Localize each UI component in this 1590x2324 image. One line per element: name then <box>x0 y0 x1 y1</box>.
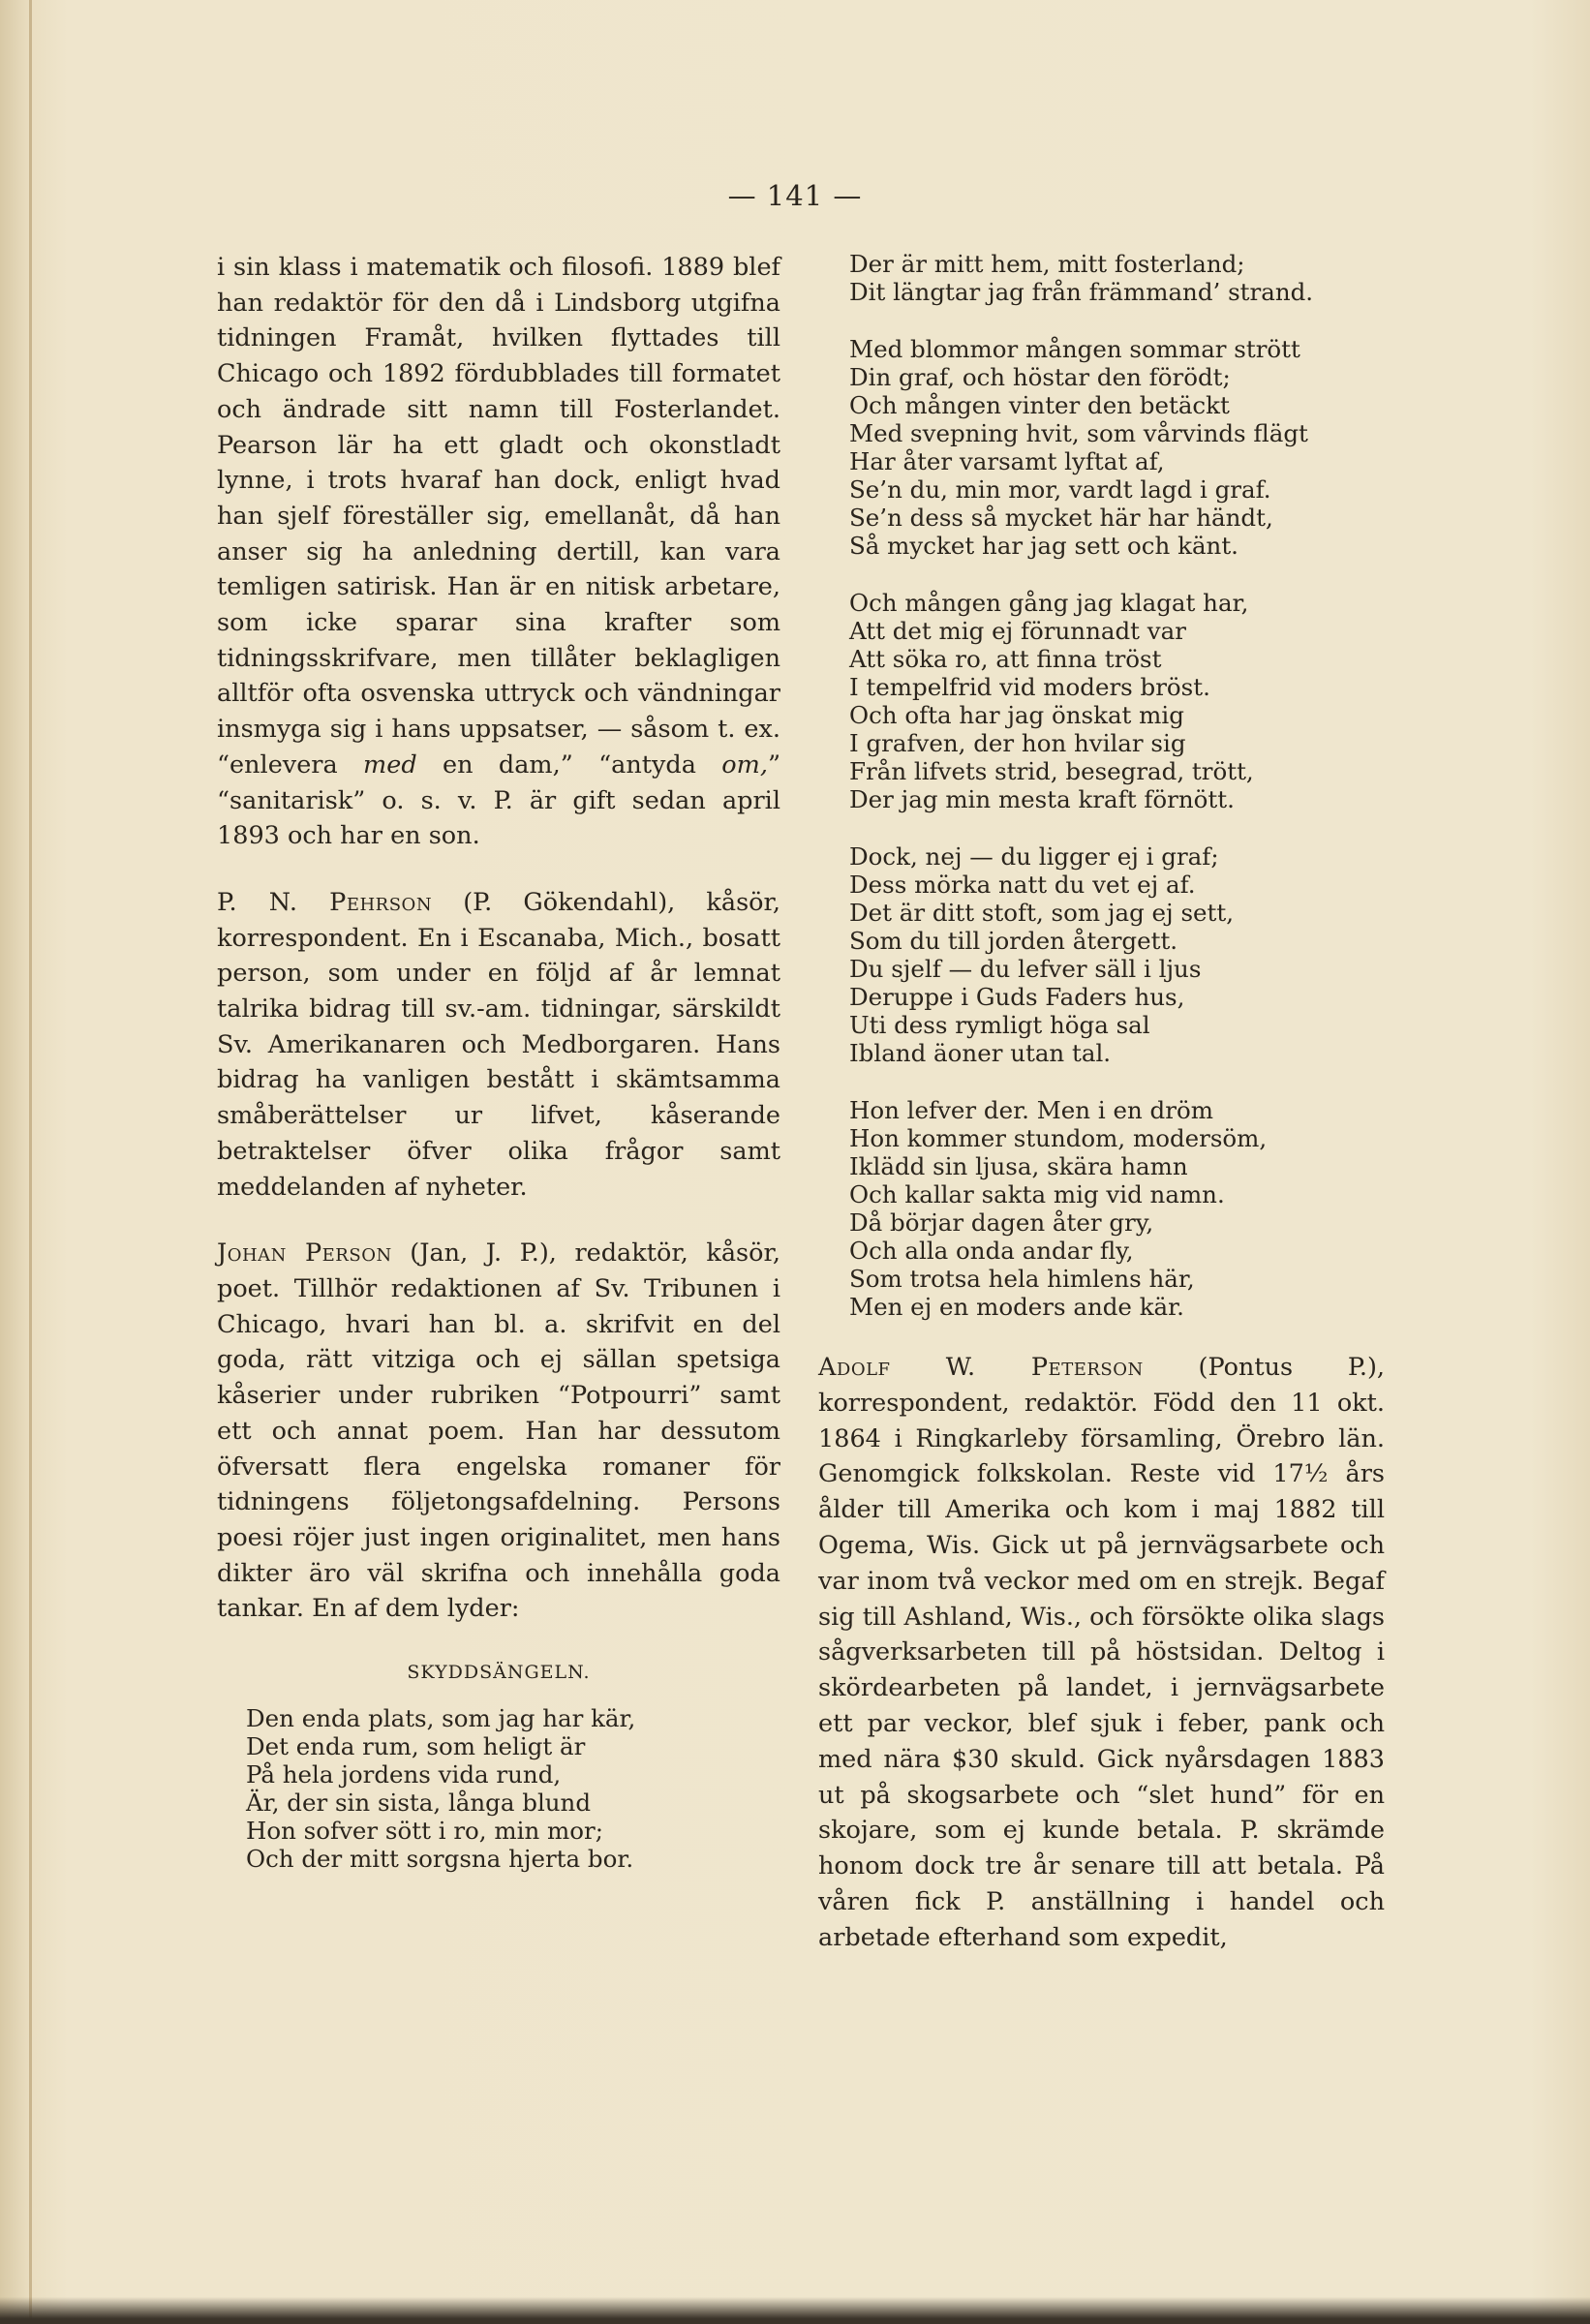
entry-person <box>217 1236 780 1627</box>
italic-word: om, <box>721 749 768 780</box>
text-run: en dam,” “antyda <box>416 749 722 780</box>
scan-bottom-edge <box>0 2297 1590 2324</box>
text-run: ” “sanitarisk” o. s. v. P. är gift sedan april 1893 och har en son. <box>217 749 780 851</box>
text-run: i sin klass i matematik och filosofi. 1889 blef han redaktör för den då i Lindsborg utgifna tidningen Framåt, hvilken flyttades till Chicago och 1892 fördubblades till formatet och ändrade sitt namn till Fosterlandet. Pearson lär ha ett gladt och okonstladt lynne, i trots hvaraf han dock, enligt hvad han sjelf föreställer sig, emellanåt, då han anser sig ha anledning dertill, kan vara temligen satirisk. Han är en nitisk arbetare, som icke sparar sina krafter som tidningsskrifvare, men tillåter beklagligen alltför ofta osvenska uttryck och vändningar insmyga sig i hans uppsatser, — såsom t. ex. “enlevera <box>217 253 780 780</box>
poem-stanza: Der är mitt hem, mitt fosterland; Dit längtar jag från främmand’ strand. <box>849 250 1314 306</box>
entry-peterson <box>818 1350 1385 1956</box>
paragraph-pearson-continued <box>217 250 780 854</box>
right-column <box>818 250 1385 1987</box>
binding-edge <box>29 0 32 2324</box>
entry-text: (Pontus P.), korrespondent, redaktör. Född den 11 okt. 1864 i Ringkarleby församling, Örebro län. Genomgick folkskolan. Reste vid 17½ års ålder till Amerika och kom i maj 1882 till Ogema, Wis. Gick ut på jernvägsarbete och var inom två veckor med om en strejk. Begaf sig till Ashland, Wis., och försökte olika slags sågverksarbeten till på höstsidan. Deltog i skördearbeten på landet, i jernvägsarbete ett par veckor, blef sjuk i feber, pank och med nära $30 skuld. Gick nyårsdagen 1883 ut på skogsarbete och “slet hund” för en skojare, som ej kunde betala. P. skrämde honom dock tre år senare till att betala. På våren fick P. anställning i handel och arbetade efterhand som expedit, <box>818 1353 1386 1952</box>
left-column <box>217 250 780 1902</box>
poem-stanza: Med blommor mången sommar strött Din graf, och höstar den förödt; Och mången vinter den betäckt Med svepning hvit, som vårvinds flägt Har åter varsamt lyftat af, Se’n du, min mor, vardt lagd i graf. Se’n dess så mycket här har händt, Så mycket har jag sett och känt. <box>849 335 1308 560</box>
poem-stanza: Hon lefver der. Men i en dröm Hon kommer stundom, modersöm, Iklädd sin ljusa, skära hamn Och kallar sakta mig vid namn. Då börjar dagen åter gry, Och alla onda andar fly, Som trotsa hela himlens här, Men ej en moders ande kär. <box>849 1096 1268 1321</box>
poem-stanza: Och mången gång jag klagat har, Att det mig ej förunnadt var Att söka ro, att finna tröst I tempelfrid vid moders bröst. Och ofta har jag önskat mig I grafven, der hon hvilar sig Från lifvets strid, besegrad, trött, Der jag min mesta kraft förnött. <box>849 589 1254 813</box>
entry-pehrson <box>217 885 780 1205</box>
poem-stanza: Den enda plats, som jag har kär, Det enda rum, som heligt är På hela jordens vida rund, Är, der sin sista, långa blund Hon sofver sött i ro, min mor; Och der mitt sorgsna hjerta bor. <box>246 1704 636 1874</box>
entry-name: Johan Person <box>217 1238 392 1269</box>
poem-title: SKYDDSÄNGELN. <box>407 1662 591 1684</box>
entry-text: (P. Gökendahl), kåsör, korrespondent. En i Escanaba, Mich., bosatt person, som under en följd af år lemnat talrika bidrag till sv.-am. tidningar, särskildt Sv. Amerikanaren och Medborgaren. Hans bidrag ha vanligen bestått i skämtsamma småberättelser ur lifvet, kåserande betraktelser öfver olika frågor samt meddelanden af nyheter. <box>217 887 781 1202</box>
poem-stanza: Dock, nej — du ligger ej i graf; Dess mörka natt du vet ej af. Det är ditt stoft, som jag ej sett, Som du till jorden återgett. Du sjelf — du lefver säll i ljus Deruppe i Guds Faders hus, Uti dess rymligt höga sal Ibland äoner utan tal. <box>849 842 1234 1067</box>
italic-word: med <box>363 749 417 780</box>
entry-text: (Jan, J. P.), redaktör, kåsör, poet. Tillhör redaktionen af Sv. Tribunen i Chicago, hvari han bl. a. skrifvit en del goda, rätt vitziga och ej sällan spetsiga kåserier under rubriken “Potpourri” samt ett och annat poem. Han har dessutom öfversatt flera engelska romaner för tidningens följetongsafdelning. Persons poesi röjer just ingen originalitet, men hans dikter äro väl skrifna och innehålla goda tankar. En af dem lyder: <box>217 1238 780 1624</box>
entry-name: Adolf W. Peterson <box>818 1353 1144 1382</box>
entry-name: P. N. Pehrson <box>217 887 433 917</box>
page-number: — 141 — <box>727 179 863 212</box>
